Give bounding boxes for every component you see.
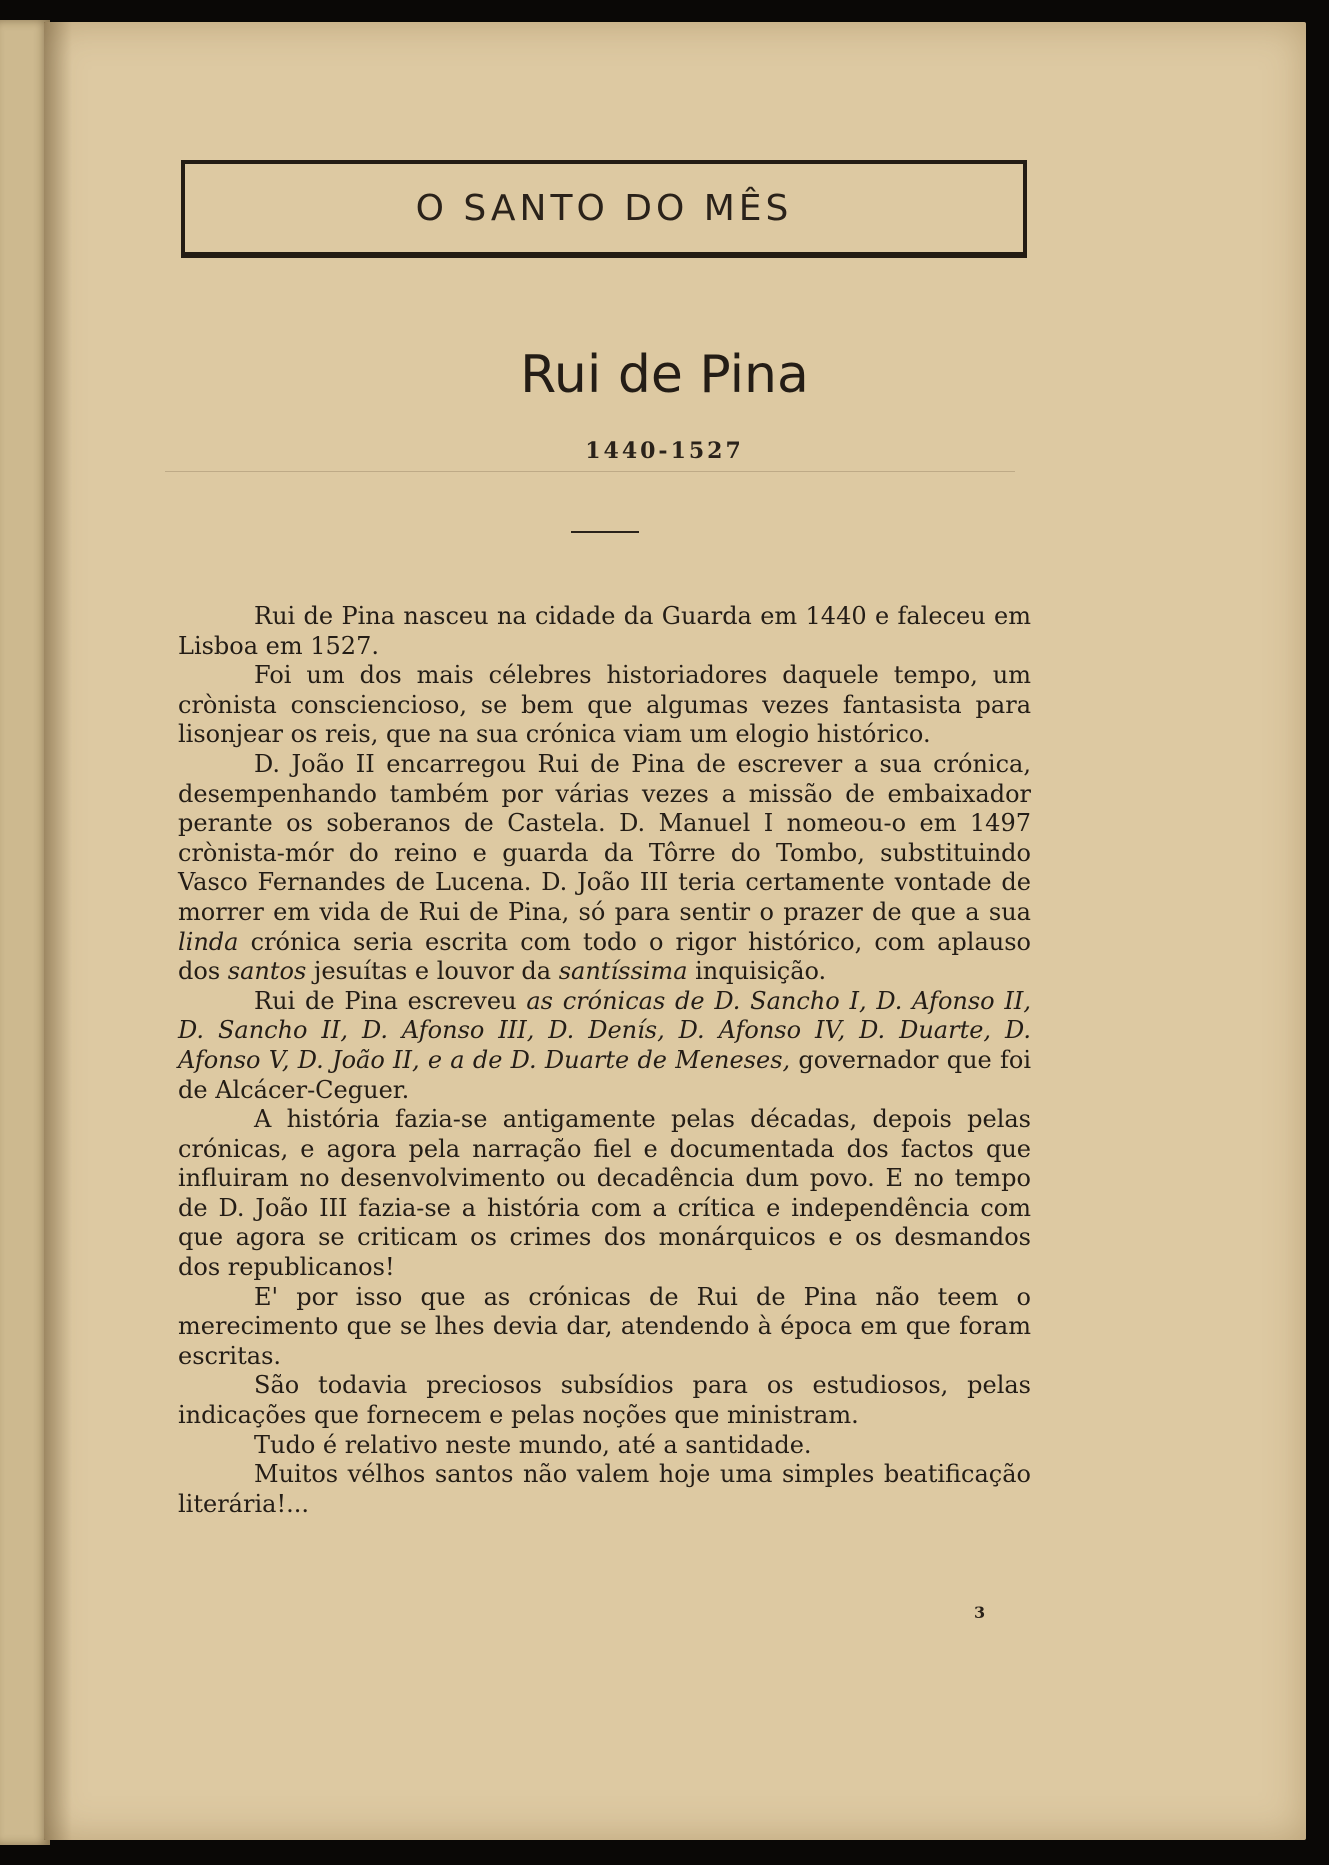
emphasis-santos: santos	[227, 957, 307, 986]
paragraph-4-text-a: Rui de Pina escreveu	[254, 986, 527, 1015]
article-dates: 1440-1527	[585, 438, 744, 464]
paragraph-9: Muitos vélhos santos não valem hoje uma simples beatificação literária!...	[178, 1460, 1031, 1518]
paragraph-3-text-a: D. João II encarregou Rui de Pina de escrever a sua crónica, desempenhando também por várias vezes a missão de embaixador perante os soberanos de Castela. D. Manuel I nomeou-o em 1497 crònista-mór do reino e guarda da Tôrre do Tombo, substituindo Vasco Fernandes de Lucena. D. João III teria certamente vontade de morrer em vida de Rui de Pina, só para sentir o prazer de que a sua	[178, 749, 1031, 926]
gutter-shadow	[44, 22, 72, 1840]
paragraph-5: A história fazia-se antigamente pelas décadas, depois pelas crónicas, e agora pela narração fiel e documentada dos factos que influiram no desenvolvimento ou decadência dum povo. E no tempo de D. João III fazia-se a história com a crítica e independência com que agora se criticam os crimes dos monárquicos e os desmandos dos republicanos!	[178, 1105, 1031, 1282]
paragraph-4-text-c: governador que foi de Alcácer-Ceguer.	[178, 1045, 1031, 1104]
paragraph-3-text-g: inquisição.	[687, 957, 827, 986]
paragraph-3	[178, 750, 1031, 987]
page-number: 3	[974, 1603, 986, 1622]
article-body	[178, 602, 1031, 1519]
previous-page-edge	[0, 20, 50, 1845]
paragraph-3-text-e: jesuítas e louvor da	[306, 957, 559, 986]
paragraph-3-text-c: crónica seria escrita com todo o rigor histórico, com aplauso dos	[178, 927, 1031, 986]
paragraph-6: E' por isso que as crónicas de Rui de Pina não teem o merecimento que se lhes devia dar, atendendo à época em que foram escritas.	[178, 1282, 1031, 1370]
section-header-label: O SANTO DO MÊS	[415, 187, 793, 229]
paragraph-8: Tudo é relativo neste mundo, até a santidade.	[254, 1430, 812, 1459]
section-header-box	[181, 160, 1027, 258]
paragraph-1: Rui de Pina nasceu na cidade da Guarda em 1440 e faleceu em Lisboa em 1527.	[178, 602, 1031, 660]
article-title: Rui de Pina	[520, 345, 809, 405]
title-divider	[571, 531, 639, 533]
emphasis-linda: linda	[178, 927, 239, 956]
paragraph-7: São todavia preciosos subsídios para os estudiosos, pelas indicações que fornecem e pelas noções que ministram.	[178, 1371, 1031, 1430]
paragraph-2: Foi um dos mais célebres historiadores daquele tempo, um crònista consciencioso, se bem que algumas vezes fantasista para lisonjear os reis, que na sua crónica viam um elogio histórico.	[178, 661, 1031, 749]
faint-divider	[165, 471, 1015, 472]
emphasis-chronicles-list: as crónicas de D. Sancho I, D. Afonso II, D. Sancho II, D. Afonso III, D. Denís, D. Afonso IV, D. Duarte, D. Afonso V, D. João II, e a de D. Duarte de Meneses,	[178, 986, 1031, 1074]
paragraph-4	[178, 987, 1031, 1105]
emphasis-santissima: santíssima	[558, 957, 688, 986]
